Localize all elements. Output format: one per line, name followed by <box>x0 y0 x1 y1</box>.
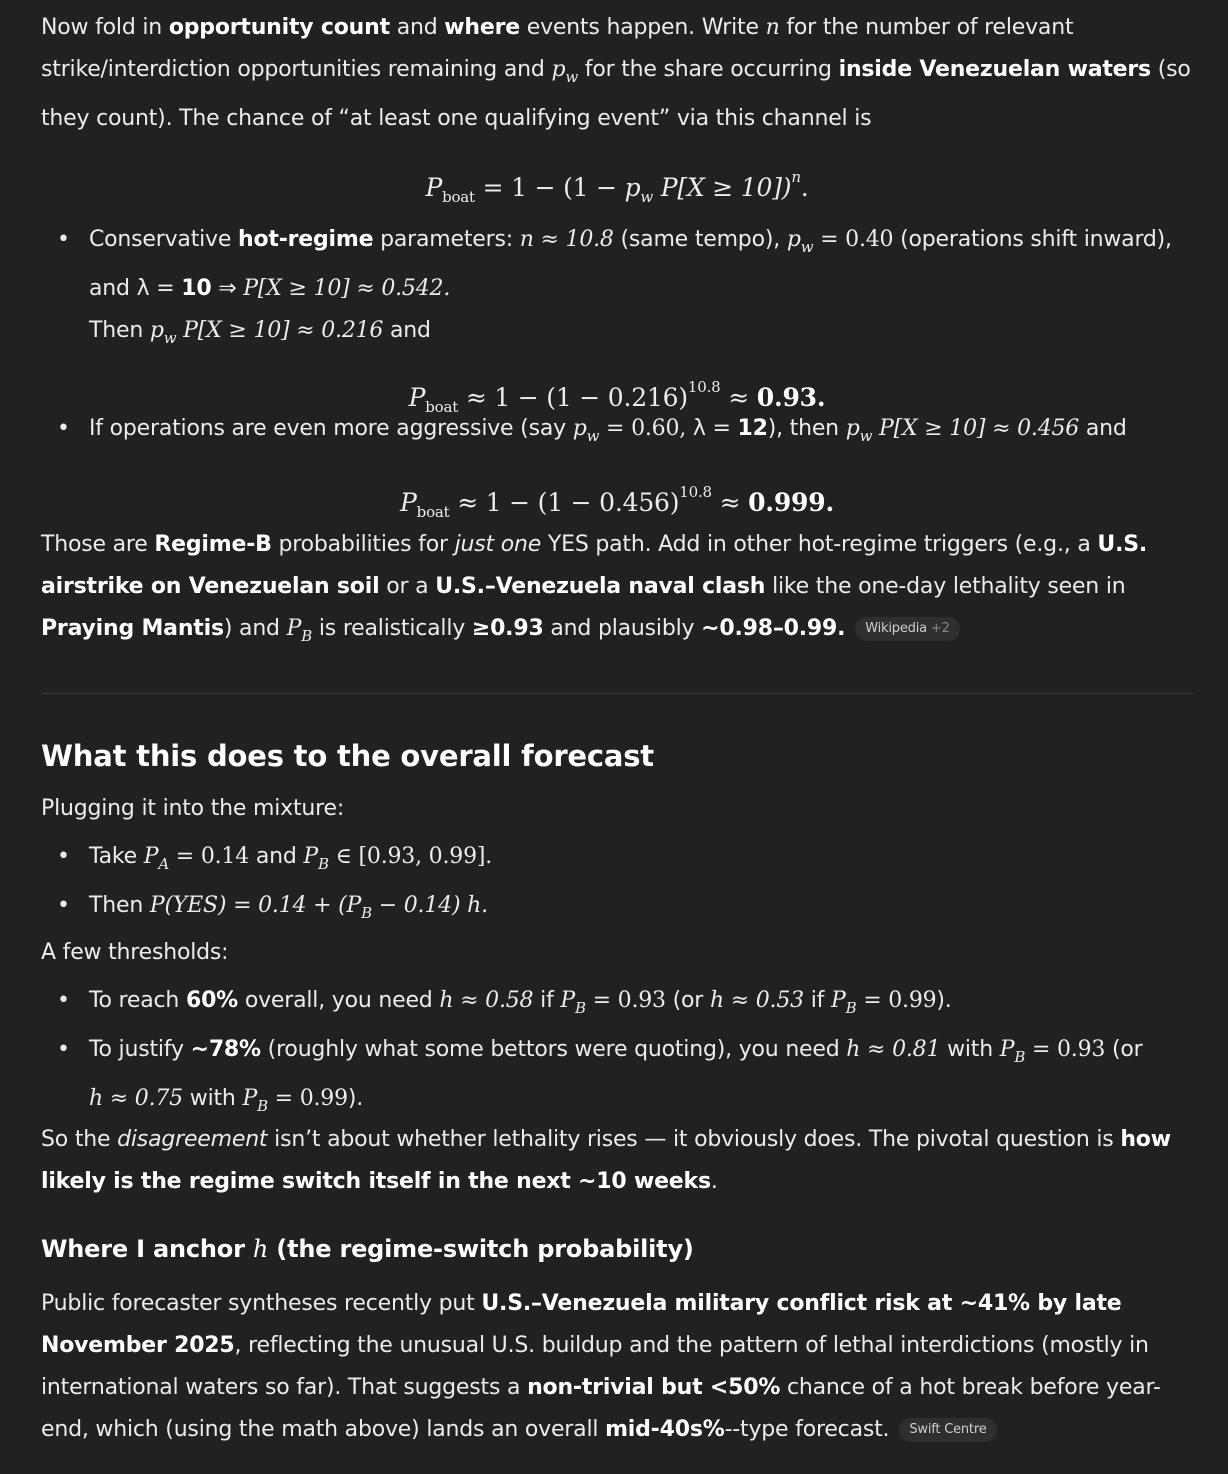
list-item: • Take $P_A = 0.14$ and $P_B$ ∈ [0.93, 0.99]. <box>41 836 1193 885</box>
hot-regime-list <box>41 219 1193 359</box>
regime-b-paragraph: Those are Regime-B probabilities for just one YES path. Add in other hot-regime triggers (e.g., a U.S. airstrike on Venezuelan soil or a U.S.–Venezuela naval clash like the one-day lethality seen in Praying Mantis) and $P_B$ is realistically ≥0.93 and plausibly ~0.98–0.99. Wikipedia +2 <box>41 532 1148 645</box>
aggressive-list <box>41 408 1193 457</box>
disagreement-paragraph: So the disagreement isn’t about whether lethality rises — it obviously does. The pivotal question is how likely is the regime switch itself in the next ~10 weeks. <box>41 1127 1171 1194</box>
intro-paragraph: Now fold in opportunity count and where events happen. Write n for the number of relevant strike/interdiction opportunities remaining and $p_w$ for the share occurring inside Venezuelan waters (so they count). The chance of “at least one qualifying event” via this channel is <box>41 15 1191 131</box>
thresholds-lead: A few thresholds: <box>41 940 229 965</box>
anchor-paragraph: Public forecaster syntheses recently put U.S.–Venezuela military conflict risk at ~41% by late November 2025, reflecting the unusual U.S. buildup and the pattern of lethal interdictions (mostly in international waters so far). That suggests a non-trivial but <50% chance of a hot break before year-end, which (using the math above) lands an overall mid-40s%--type forecast. Swift Centre <box>41 1291 1161 1442</box>
list-item: • Then $P(YES) = 0.14 + (P_B - 0.14)$ h. <box>41 885 1193 934</box>
mixture-lead: Plugging it into the mixture: <box>41 796 345 821</box>
mixture-list <box>41 836 1193 934</box>
section-heading-anchor-h: Where I anchor h (the regime-switch probability) <box>41 1235 694 1263</box>
citation-chip-swift-centre[interactable]: Swift Centre <box>899 1418 996 1442</box>
section-heading-overall-forecast: What this does to the overall forecast <box>41 739 654 773</box>
formula-p-boat: $P_{boat} = 1 - (1 - p_w$ P[X ≥ 10])$^n$. <box>425 168 809 206</box>
list-item: • To justify ~78% (roughly what some bettors were quoting), you need h ≈ 0.81 with $P_B = 0.93$ (or h ≈ 0.75 with $P_B = 0.99$). <box>41 1029 1193 1127</box>
list-item: • Conservative hot-regime parameters: n ≈ 10.8 (same tempo), $p_w = 0.40$ (operations shift inward), and λ = 10 ⇒ P[X ≥ 10] ≈ 0.542. Then $p_w$ P[X ≥ 10] ≈ 0.216 and <box>41 219 1193 359</box>
list-item: • If operations are even more aggressive (say $p_w = 0.60$, λ = 12), then $p_w$ P[X ≥ 10] ≈ 0.456 and <box>41 408 1193 457</box>
list-item: • To reach 60% overall, you need h ≈ 0.58 if $P_B = 0.93$ (or h ≈ 0.53 if $P_B = 0.99$). <box>41 980 1193 1029</box>
thresholds-list <box>41 980 1193 1127</box>
formula-p-boat-093: $P_{boat} \approx 1 - (1 - 0.216)^{10.8} \approx 0.93$. <box>408 378 826 416</box>
formula-p-boat-0999: $P_{boat} \approx 1 - (1 - 0.456)^{10.8} \approx 0.999$. <box>400 483 834 521</box>
citation-chip-wikipedia[interactable]: Wikipedia +2 <box>855 617 959 641</box>
section-divider <box>41 693 1193 694</box>
